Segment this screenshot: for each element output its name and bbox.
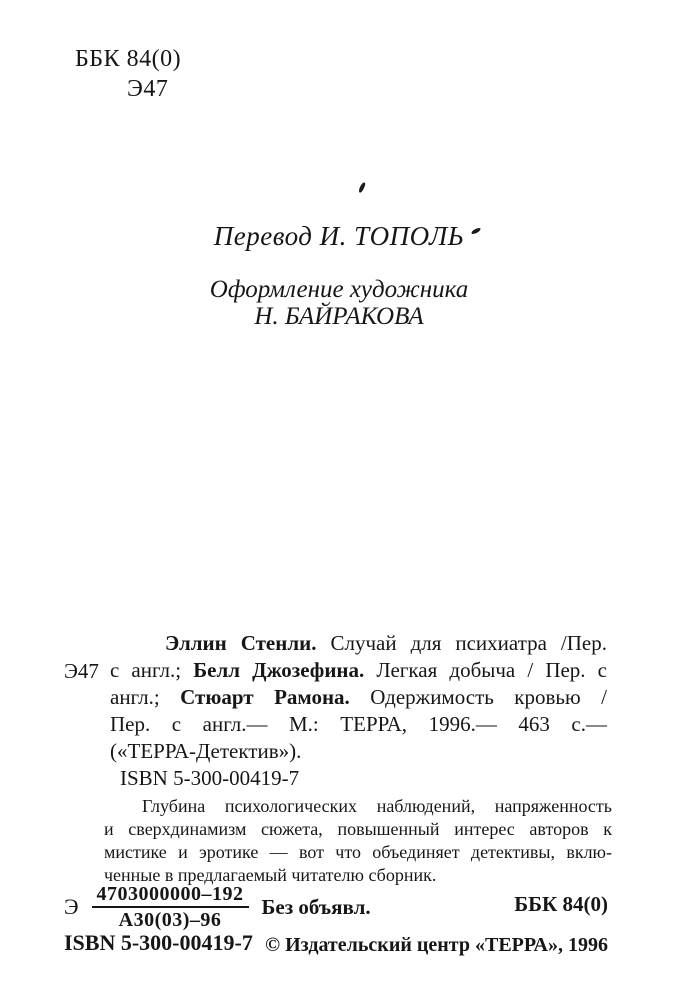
text-segment: Случай для психиатра /Пер.: [316, 631, 608, 655]
fraction-denominator: А30(03)–96: [118, 909, 222, 931]
biblio-line: [110, 630, 607, 657]
text-segment: с англ.;: [110, 658, 194, 682]
text-segment: ченные в предлагаемый читателю сборник.: [104, 865, 437, 885]
author-name: Стюарт Рамона.: [180, 685, 350, 709]
author-name: Эллин Стенли.: [165, 631, 317, 655]
no-announcement-note: Без объявл.: [261, 894, 371, 919]
annotation-line: [104, 795, 612, 818]
catalog-index-row: [64, 883, 371, 931]
footer-isbn: ISBN 5-300-00419-7: [64, 930, 253, 955]
annotation-paragraph: [104, 795, 612, 887]
annotation-line: [104, 841, 612, 864]
text-segment: англ.;: [110, 685, 181, 709]
ink-speck: [358, 182, 366, 194]
author-sign-code-top: Э47: [127, 76, 169, 102]
biblio-line: [110, 765, 607, 792]
text-segment: мистике и эротике — вот что объединяет детективы, вклю-: [104, 842, 612, 862]
biblio-line: [110, 738, 607, 765]
designer-credit-role: Оформление художника: [209, 276, 469, 303]
footer-copyright: © Издательский центр «ТЕРРА», 1996: [265, 934, 608, 956]
biblio-line: [110, 657, 607, 684]
classification-top: [75, 44, 181, 104]
translator-credit: Перевод И. ТОПОЛЬ: [213, 221, 465, 251]
text-segment: ISBN 5-300-00419-7: [120, 766, 300, 790]
text-segment: Глубина психологических наблюдений, напряженность: [142, 796, 612, 816]
bbk-code-top: ББК 84(0): [75, 46, 182, 72]
designer-credit: [0, 276, 678, 330]
text-segment: Пер. с англ.— М.: ТЕРРА, 1996.— 463 с.—: [110, 712, 607, 736]
text-segment: Легкая добыча / Пер. с: [364, 658, 607, 682]
text-segment: («ТЕРРА-Детектив»).: [110, 739, 302, 763]
text-segment: Одержимость кровью /: [349, 685, 607, 709]
author-name: Белл Джозефина.: [193, 658, 365, 682]
designer-credit-name: Н. БАЙРАКОВА: [254, 303, 424, 330]
biblio-line: [110, 711, 607, 738]
biblio-line: [110, 684, 607, 711]
annotation-line: [104, 818, 612, 841]
text-segment: и сверхдинамизм сюжета, повышенный интерес авторов к: [104, 819, 612, 839]
catalog-prefix: Э: [64, 894, 79, 919]
catalog-fraction: [92, 883, 249, 931]
bbk-code-bottom: ББК 84(0): [514, 892, 608, 916]
bibliographic-record: [110, 630, 607, 792]
biblio-margin-code: Э47: [64, 659, 99, 683]
fraction-numerator: 4703000000–192: [92, 883, 249, 908]
